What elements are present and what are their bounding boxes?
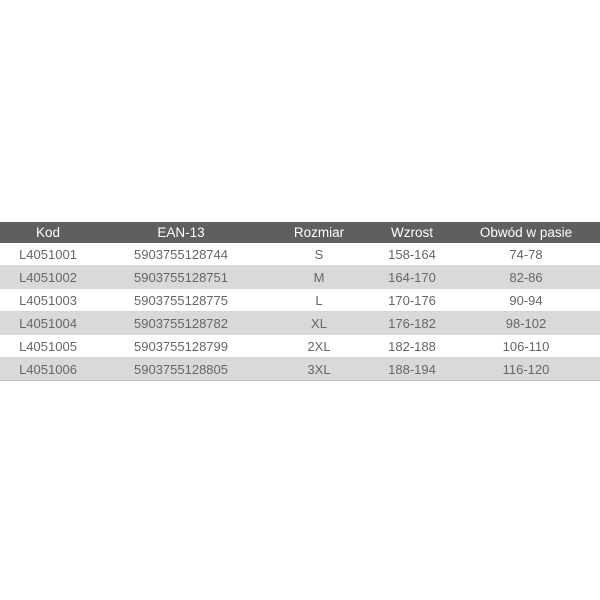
cell-obwod: 98-102 <box>452 312 600 335</box>
cell-wzrost: 176-182 <box>372 312 452 335</box>
table-body <box>0 243 600 381</box>
header-row <box>0 222 600 243</box>
header-rozmiar: Rozmiar <box>266 222 372 243</box>
cell-rozmiar: 3XL <box>266 358 372 381</box>
table-row <box>0 358 600 381</box>
cell-ean: 5903755128782 <box>96 312 266 335</box>
size-table <box>0 222 600 381</box>
cell-ean: 5903755128744 <box>96 243 266 266</box>
cell-wzrost: 188-194 <box>372 358 452 381</box>
cell-rozmiar: S <box>266 243 372 266</box>
cell-wzrost: 182-188 <box>372 335 452 358</box>
cell-wzrost: 158-164 <box>372 243 452 266</box>
cell-rozmiar: 2XL <box>266 335 372 358</box>
header-kod: Kod <box>0 222 96 243</box>
cell-ean: 5903755128775 <box>96 289 266 312</box>
cell-obwod: 74-78 <box>452 243 600 266</box>
cell-kod: L4051005 <box>0 335 96 358</box>
cell-obwod: 82-86 <box>452 266 600 289</box>
header-obwod: Obwód w pasie <box>452 222 600 243</box>
cell-rozmiar: XL <box>266 312 372 335</box>
cell-rozmiar: M <box>266 266 372 289</box>
cell-kod: L4051003 <box>0 289 96 312</box>
table-row <box>0 243 600 266</box>
cell-ean: 5903755128799 <box>96 335 266 358</box>
cell-wzrost: 170-176 <box>372 289 452 312</box>
cell-kod: L4051002 <box>0 266 96 289</box>
header-ean: EAN-13 <box>96 222 266 243</box>
header-wzrost: Wzrost <box>372 222 452 243</box>
cell-kod: L4051001 <box>0 243 96 266</box>
cell-ean: 5903755128805 <box>96 358 266 381</box>
cell-wzrost: 164-170 <box>372 266 452 289</box>
table-header <box>0 222 600 243</box>
cell-kod: L4051006 <box>0 358 96 381</box>
cell-obwod: 90-94 <box>452 289 600 312</box>
cell-obwod: 116-120 <box>452 358 600 381</box>
table-row <box>0 289 600 312</box>
cell-kod: L4051004 <box>0 312 96 335</box>
table-row <box>0 266 600 289</box>
cell-rozmiar: L <box>266 289 372 312</box>
table-row <box>0 312 600 335</box>
table-row <box>0 335 600 358</box>
cell-ean: 5903755128751 <box>96 266 266 289</box>
cell-obwod: 106-110 <box>452 335 600 358</box>
